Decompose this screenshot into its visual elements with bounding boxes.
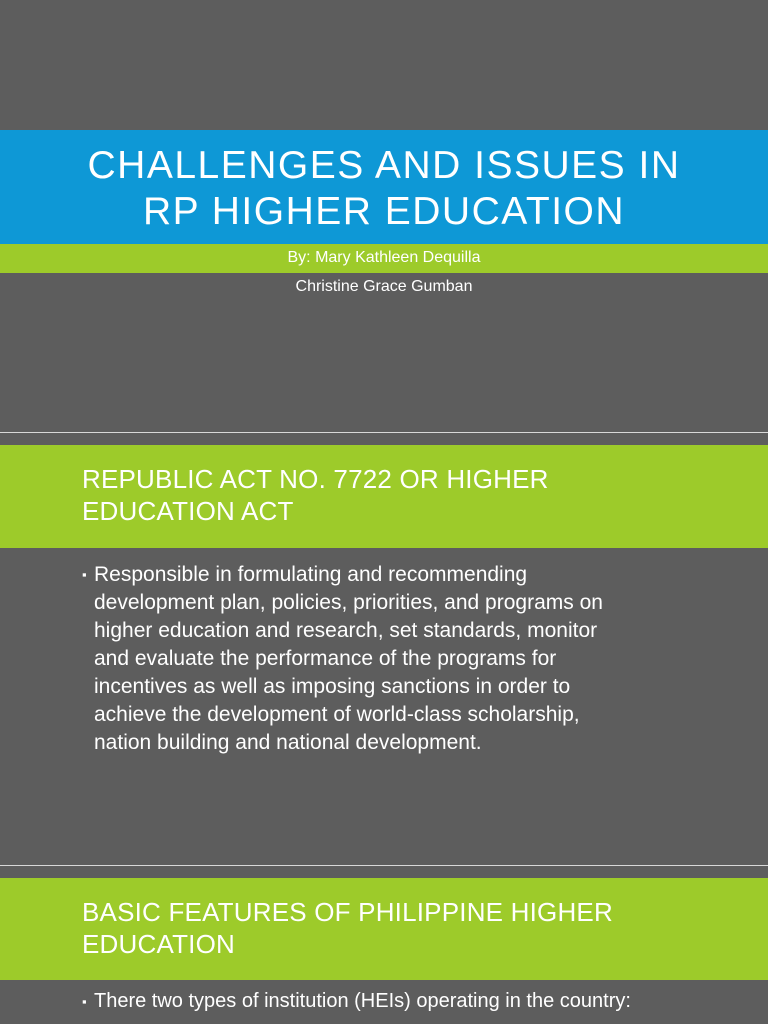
bullet-icon: ▪ <box>82 994 87 1009</box>
bullet-icon: ▪ <box>82 567 87 582</box>
title-slide <box>0 0 768 432</box>
bullet-text-line: nation building and national development. <box>94 731 482 754</box>
slide-heading-line-2: EDUCATION <box>82 929 235 959</box>
republic-act-slide <box>0 433 768 865</box>
bullet-text-line: achieve the development of world-class scholarship, <box>94 703 580 726</box>
slide-heading-line-1: BASIC FEATURES OF PHILIPPINE HIGHER <box>82 897 613 927</box>
bullet-text-line: Responsible in formulating and recommending <box>94 563 528 586</box>
bullet-text-line: and evaluate the performance of the programs for <box>94 647 557 670</box>
bullet-text-line: development plan, policies, priorities, and programs on <box>94 591 603 614</box>
slide-heading-line-1: REPUBLIC ACT NO. 7722 OR HIGHER <box>82 464 549 494</box>
author-line-1: By: Mary Kathleen Dequilla <box>287 249 481 266</box>
bullet-text-line: There two types of institution (HEIs) operating in the country: <box>94 990 631 1012</box>
bullet-text-line: incentives as well as imposing sanctions in order to <box>94 675 571 698</box>
bullet-text-line: higher education and research, set standards, monitor <box>94 619 598 642</box>
basic-features-slide <box>0 866 768 1024</box>
slide-heading-line-2: EDUCATION ACT <box>82 496 294 526</box>
slide-title-line-2: RP HIGHER EDUCATION <box>142 190 626 233</box>
slide-title-line-1: CHALLENGES AND ISSUES IN <box>87 144 681 187</box>
author-line-2: Christine Grace Gumban <box>295 278 473 295</box>
